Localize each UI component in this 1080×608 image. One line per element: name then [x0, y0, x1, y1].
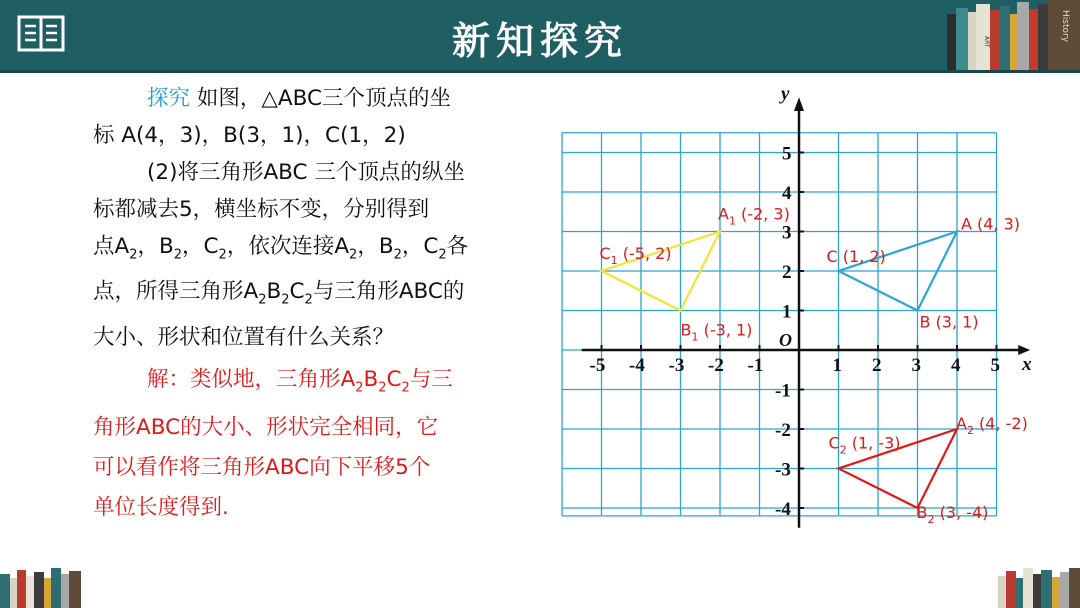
problem-part2-line-2: 标都减去5，横坐标不变，分别得到	[93, 197, 430, 222]
x-tick-label: 1	[832, 355, 842, 376]
coordinate-plane	[540, 74, 1060, 544]
y-axis-arrow	[794, 97, 804, 111]
bookshelf-decoration-bottom-right	[996, 568, 1080, 608]
y-tick-label: -1	[775, 380, 791, 402]
solution-line-2: 角形ABC的大小、形状完全相同，它	[93, 414, 439, 440]
vertex-label-a1: $A_1$ (-2, 3)	[718, 204, 790, 228]
problem-part2-line-5: 大小、形状和位置有什么关系？	[93, 324, 395, 350]
vertex-label-a2: $A_2$ (4, -2)	[956, 414, 1028, 437]
solution-line-1: 解：类似地，三角形$A_2B_2C_2$与三	[147, 366, 453, 395]
x-axis-label: x	[1022, 354, 1032, 375]
x-tick-label: 4	[951, 355, 961, 376]
y-tick-label: 4	[782, 183, 792, 204]
vertex-label-original: B (3, 1)	[919, 312, 979, 332]
vertex-label-original: A (4, 3)	[961, 214, 1021, 234]
x-tick-label: -1	[747, 355, 764, 376]
problem-part2-line-4: 点，所得三角形$A_2B_2C_2$与三角形ABC的	[93, 279, 465, 308]
x-tick-label: -3	[668, 355, 685, 376]
y-tick-label: -4	[775, 499, 791, 520]
book-spine-history: History	[1060, 10, 1070, 43]
book-spine-art: ART	[983, 36, 990, 48]
bookshelf-decoration-bottom-left	[0, 568, 84, 608]
x-tick-label: -5	[589, 355, 606, 376]
y-tick-label: 1	[782, 301, 792, 323]
y-tick-label: -3	[775, 459, 791, 481]
vertex-label-b1: $B_1$ (-3, 1)	[680, 320, 753, 344]
y-tick-label: -2	[775, 420, 791, 441]
vertex-label-c2: $C_2$ (1, -3)	[828, 433, 901, 457]
problem-line-1: 探究 如图，△ABC三个顶点的坐	[147, 86, 451, 111]
solution-line-3: 可以看作将三角形ABC向下平移5个	[93, 454, 431, 480]
x-tick-label: 2	[872, 355, 882, 376]
explore-tag: 探究	[147, 86, 191, 111]
problem-part2-line-3: 点$A_2$，$B_2$，$C_2$，依次连接$A_2$，$B_2$，$C_2$各	[93, 234, 469, 263]
x-tick-label: 3	[911, 355, 921, 376]
header-divider	[0, 70, 1080, 73]
vertex-label-original: C (1, 2)	[826, 247, 886, 266]
y-tick-label: 5	[782, 143, 792, 165]
x-tick-label: -2	[708, 355, 724, 376]
x-tick-label: -4	[629, 355, 645, 376]
page-title: 新知探究	[451, 18, 628, 63]
problem-part2-line-1: (2)将三角形ABC 三个顶点的纵坐	[147, 160, 465, 185]
y-tick-label: 3	[782, 222, 792, 244]
problem-line-2: 标 A(4，3)，B(3，1)，C(1，2)	[93, 123, 406, 148]
vertex-label-c1: $C_1$ (-5, 2)	[599, 244, 672, 267]
solution-line-4: 单位长度得到.	[93, 494, 229, 520]
x-tick-label: 5	[990, 355, 1000, 376]
y-axis-label: y	[781, 83, 790, 105]
y-tick-label: 2	[782, 262, 792, 283]
vertex-label-b2: $B_2$ (3, -4)	[916, 503, 989, 526]
origin-label: O	[779, 330, 792, 350]
problem-text	[93, 80, 533, 526]
bookshelf-decoration	[945, 0, 1080, 70]
